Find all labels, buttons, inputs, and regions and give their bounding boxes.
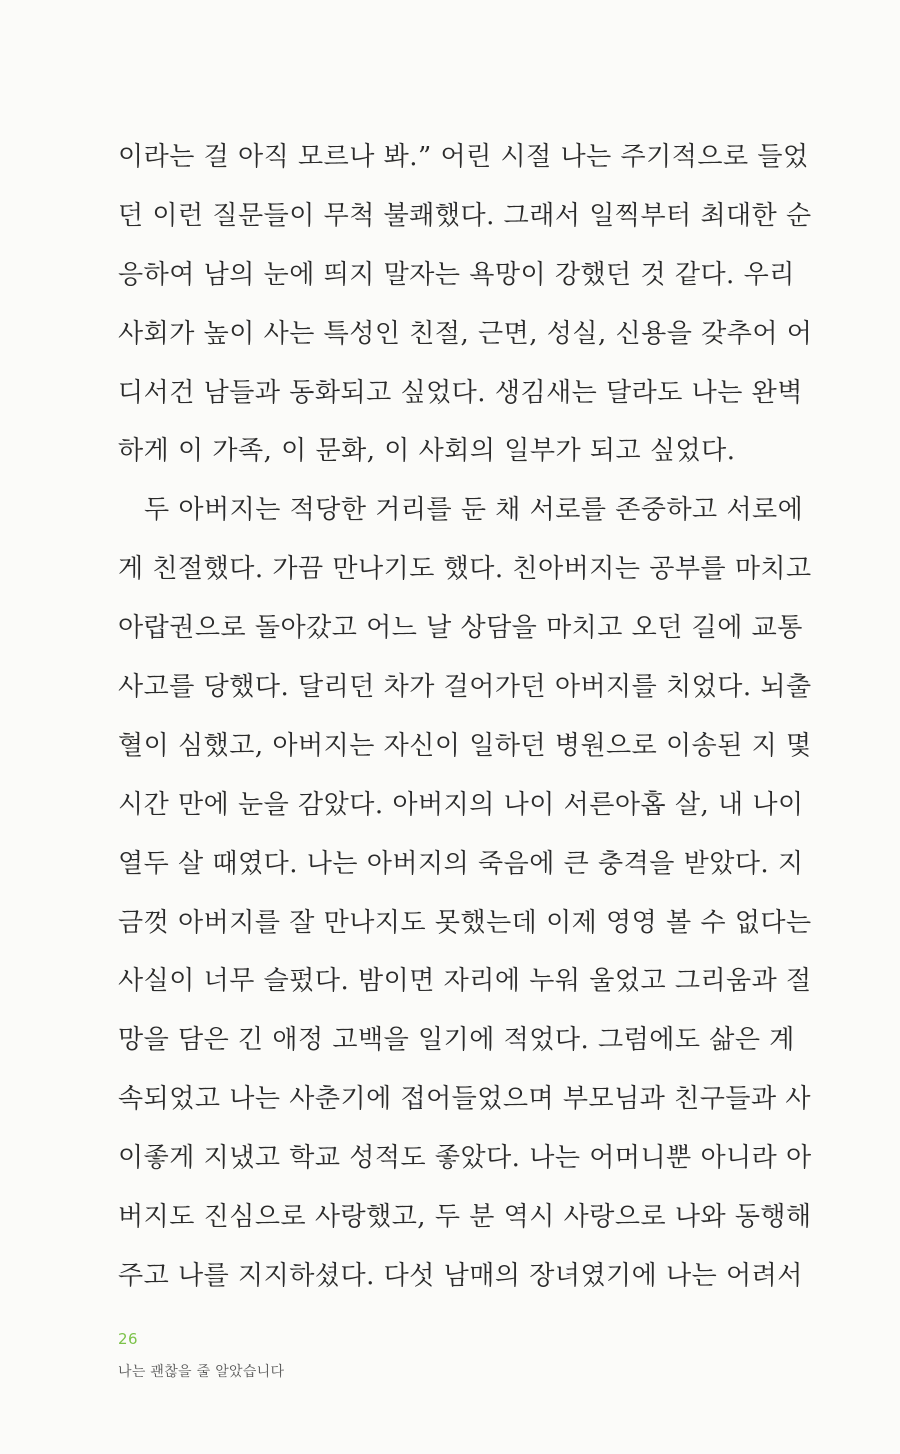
text-line: 하게 이 가족, 이 문화, 이 사회의 일부가 되고 싶었다. <box>118 436 736 467</box>
text-line: 사회가 높이 사는 특성인 친절, 근면, 성실, 신용을 갖추어 어 <box>118 318 813 349</box>
text-line: 금껏 아버지를 잘 만나지도 못했는데 이제 영영 볼 수 없다는 <box>118 907 812 938</box>
text-line: 사고를 당했다. 달리던 차가 걸어가던 아버지를 치었다. 뇌출 <box>118 672 812 703</box>
text-line: 속되었고 나는 사춘기에 접어들었으며 부모님과 친구들과 사 <box>118 1084 811 1115</box>
page-number: 26 <box>118 1330 139 1348</box>
text-line: 시간 만에 눈을 감았다. 아버지의 나이 서른아홉 살, 내 나이 <box>118 789 804 820</box>
text-line: 아랍권으로 돌아갔고 어느 날 상담을 마치고 오던 길에 교통 <box>118 613 803 644</box>
text-line: 두 아버지는 적당한 거리를 둔 채 서로를 존중하고 서로에 <box>144 495 804 526</box>
text-line: 망을 담은 긴 애정 고백을 일기에 적었다. 그럼에도 삶은 계 <box>118 1025 795 1056</box>
text-line: 던 이런 질문들이 무척 불쾌했다. 그래서 일찍부터 최대한 순 <box>118 200 812 231</box>
text-line: 버지도 진심으로 사랑했고, 두 분 역시 사랑으로 나와 동행해 <box>118 1202 812 1233</box>
text-line: 이좋게 지냈고 학교 성적도 좋았다. 나는 어머니뿐 아니라 아 <box>118 1143 812 1174</box>
text-line: 응하여 남의 눈에 띄지 말자는 욕망이 강했던 것 같다. 우리 <box>118 259 795 290</box>
text-line: 열두 살 때였다. 나는 아버지의 죽음에 큰 충격을 받았다. 지 <box>118 848 804 879</box>
running-title: 나는 괜찮을 줄 알았습니다 <box>118 1364 285 1380</box>
text-line: 게 친절했다. 가끔 만나기도 했다. 친아버지는 공부를 마치고 <box>118 554 812 585</box>
text-line: 디서건 남들과 동화되고 싶었다. 생김새는 달라도 나는 완벽 <box>118 377 803 408</box>
text-line: 사실이 너무 슬펐다. 밤이면 자리에 누워 울었고 그리움과 절 <box>118 966 812 997</box>
text-line: 혈이 심했고, 아버지는 자신이 일하던 병원으로 이송된 지 몇 <box>118 730 812 761</box>
text-line: 이라는 걸 아직 모르나 봐.” 어린 시절 나는 주기적으로 들었 <box>118 142 809 172</box>
body-text <box>118 128 813 1306</box>
text-line: 주고 나를 지지하셨다. 다섯 남매의 장녀였기에 나는 어려서 <box>118 1260 803 1291</box>
